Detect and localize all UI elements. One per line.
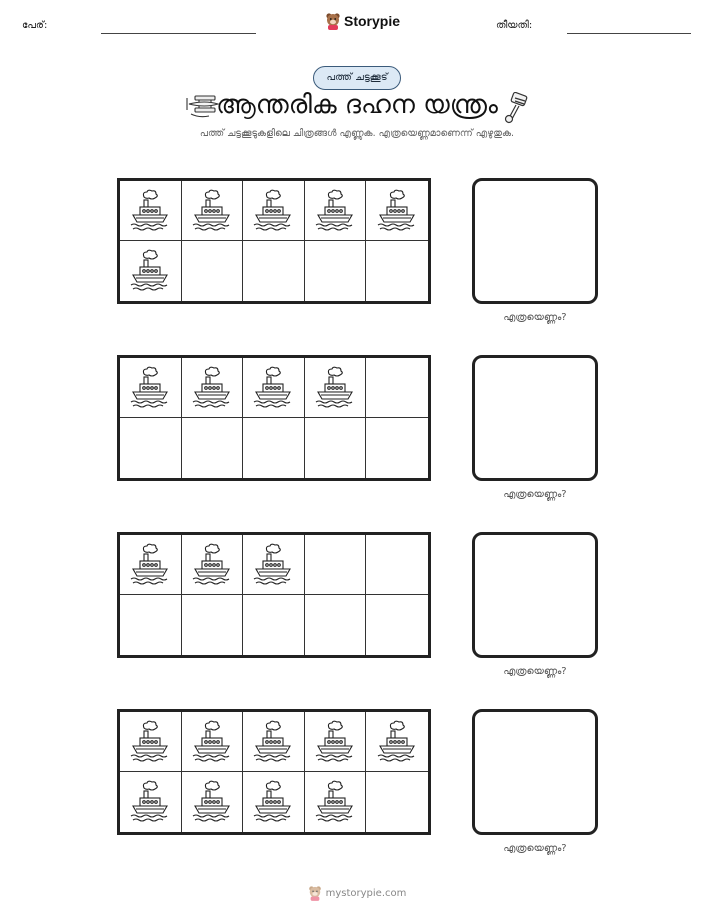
steamboat-icon xyxy=(253,780,293,824)
ten-frame-cell xyxy=(305,535,367,595)
steamboat-icon xyxy=(192,366,232,410)
ten-frame-cell xyxy=(182,418,244,478)
ten-frame-cell xyxy=(366,358,428,418)
ten-frame-cell xyxy=(182,772,244,832)
ten-frame xyxy=(117,355,431,481)
steamboat-icon xyxy=(315,720,355,764)
steamboat-icon xyxy=(377,720,417,764)
answer-box[interactable] xyxy=(472,355,598,481)
ten-frame-cell xyxy=(366,712,428,772)
steamboat-icon xyxy=(315,780,355,824)
steamboat-icon xyxy=(253,366,293,410)
steamboat-icon xyxy=(130,366,170,410)
brand-logo xyxy=(325,12,400,30)
answer-box[interactable] xyxy=(472,178,598,304)
ten-frame-cell xyxy=(305,595,367,655)
ten-frame-cell xyxy=(120,712,182,772)
steamboat-icon xyxy=(130,249,170,293)
ten-frame-cell xyxy=(243,712,305,772)
ten-frame-cell xyxy=(120,535,182,595)
answer-box[interactable] xyxy=(472,532,598,658)
ten-frame-cell xyxy=(366,535,428,595)
steamboat-icon xyxy=(192,780,232,824)
ten-frame-cell xyxy=(243,181,305,241)
ten-frame xyxy=(117,532,431,658)
ten-frame-cell xyxy=(182,535,244,595)
steamboat-icon xyxy=(192,720,232,764)
how-many-label: എത്രയെണ്ണം? xyxy=(503,312,567,323)
how-many-label: എത്രയെണ്ണം? xyxy=(503,666,567,677)
ten-frame-cell xyxy=(366,595,428,655)
steamboat-icon xyxy=(130,720,170,764)
ten-frame-cell xyxy=(305,418,367,478)
ten-frame-cell xyxy=(120,418,182,478)
ten-frame-cell xyxy=(182,358,244,418)
steamboat-icon xyxy=(130,189,170,233)
how-many-label: എത്രയെണ്ണം? xyxy=(503,489,567,500)
steamboat-icon xyxy=(192,189,232,233)
ten-frame-cell xyxy=(243,772,305,832)
worksheet-type-badge: പത്ത് ചട്ടക്കൂട് xyxy=(313,66,401,90)
instructions: പത്ത് ചട്ടക്കൂടുകളിലെ ചിത്രങ്ങൾ എണ്ണുക. എത്രയെണ്ണമാണെന്ന് എഴുതുക. xyxy=(199,128,515,139)
ten-frame-cell xyxy=(120,358,182,418)
steamboat-icon xyxy=(315,366,355,410)
ten-frame-cell xyxy=(305,241,367,301)
ten-frame-cell xyxy=(182,712,244,772)
ten-frame-cell xyxy=(243,241,305,301)
ten-frame-cell xyxy=(182,181,244,241)
steamboat-icon xyxy=(377,189,417,233)
ten-frame-cell xyxy=(120,181,182,241)
ten-frame-cell xyxy=(366,772,428,832)
ten-frame-cell xyxy=(120,241,182,301)
steamboat-icon xyxy=(253,543,293,587)
name-field[interactable] xyxy=(101,33,256,34)
footer-bear-icon xyxy=(308,885,322,901)
brand-name: Storypie xyxy=(344,13,401,29)
ten-frame-cell xyxy=(366,241,428,301)
ten-frame-cell xyxy=(243,535,305,595)
ten-frame-cell xyxy=(120,595,182,655)
ten-frame-cell xyxy=(182,241,244,301)
ten-frame-cell xyxy=(305,712,367,772)
date-field[interactable] xyxy=(567,33,691,34)
name-label: പേര്: xyxy=(22,20,48,31)
steamboat-icon xyxy=(130,780,170,824)
ten-frame-cell xyxy=(243,418,305,478)
how-many-label: എത്രയെണ്ണം? xyxy=(503,843,567,854)
ten-frame-cell xyxy=(366,418,428,478)
date-label: തീയതി: xyxy=(496,20,533,31)
piston-icon xyxy=(500,92,530,124)
footer xyxy=(0,885,714,901)
page-title: ആന്തരിക ദഹന യന്ത്രം xyxy=(216,90,498,120)
ten-frame-cell xyxy=(120,772,182,832)
ten-frame-cell xyxy=(366,181,428,241)
footer-url: mystorypie.com xyxy=(325,887,407,899)
ten-frame-cell xyxy=(243,595,305,655)
ten-frame-cell xyxy=(243,358,305,418)
steamboat-icon xyxy=(130,543,170,587)
ten-frame xyxy=(117,709,431,835)
ten-frame xyxy=(117,178,431,304)
bear-mascot-icon xyxy=(325,12,341,30)
steamboat-icon xyxy=(192,543,232,587)
answer-box[interactable] xyxy=(472,709,598,835)
steamboat-icon xyxy=(253,189,293,233)
ten-frame-cell xyxy=(305,181,367,241)
steamboat-icon xyxy=(253,720,293,764)
ten-frame-cell xyxy=(305,358,367,418)
ten-frame-cell xyxy=(182,595,244,655)
ten-frame-cell xyxy=(305,772,367,832)
steamboat-icon xyxy=(315,189,355,233)
